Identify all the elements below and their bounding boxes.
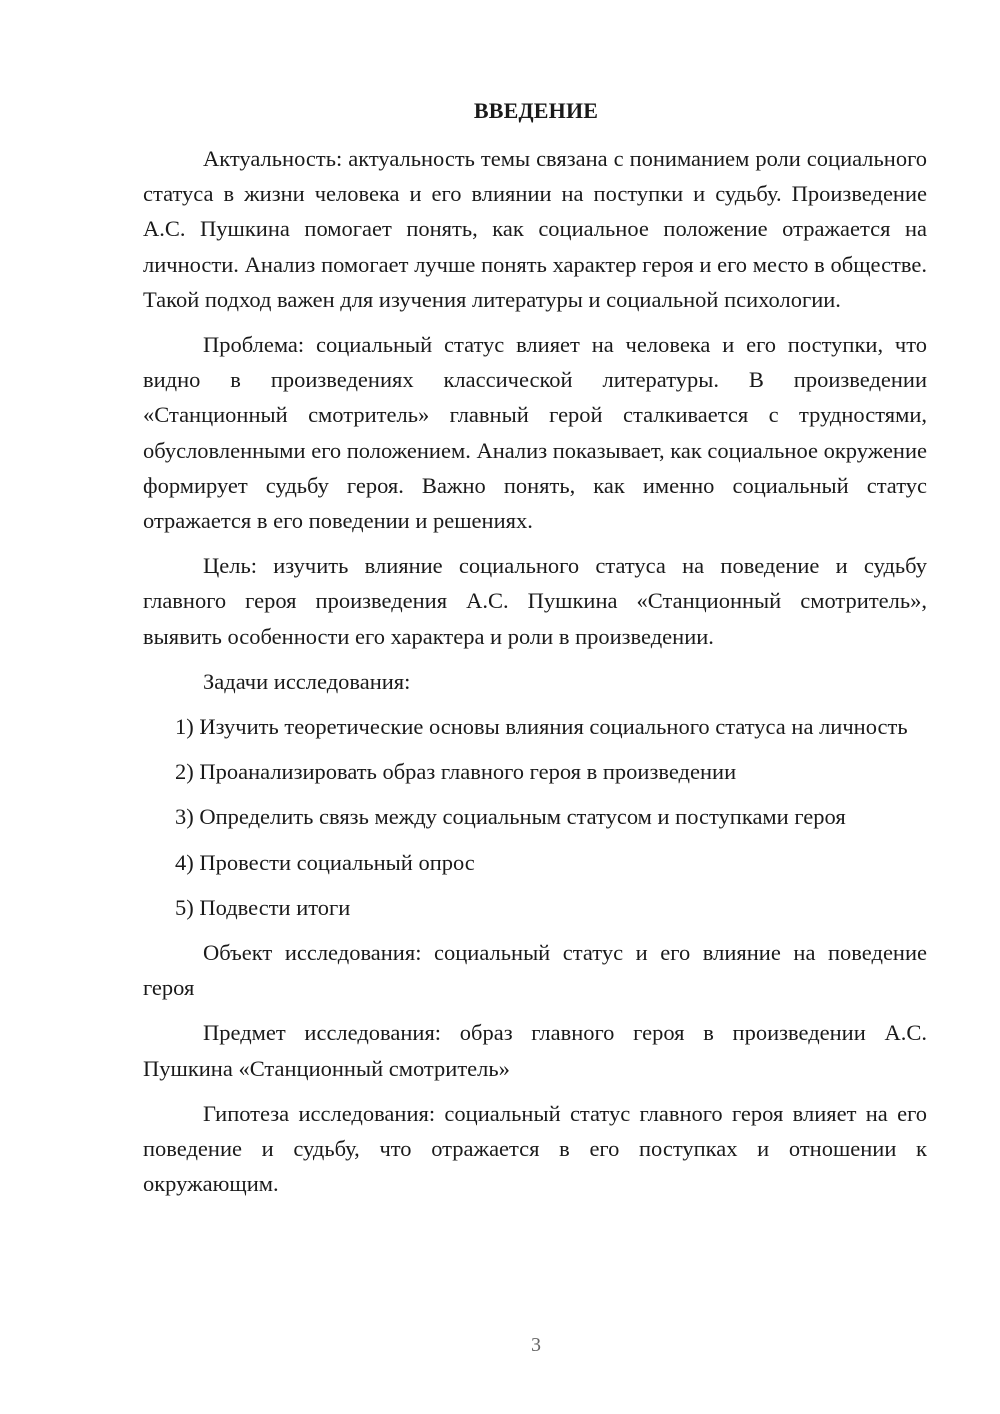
task-item: 1) Изучить теоретические основы влияния социального статуса на личность [175, 714, 908, 740]
document-body [143, 141, 927, 1211]
paragraph-goal: Цель: изучить влияние социального статуса на поведение и судьбу главного героя произведения А.С. Пушкина «Станционный смотритель», выявить особенности его характера и роли в произведении. [143, 553, 927, 649]
paragraph-tasks-heading: Задачи исследования: [203, 668, 411, 694]
paragraph-object: Объект исследования: социальный статус и его влияние на поведение героя [143, 940, 927, 1001]
paragraph-relevance: Актуальность: актуальность темы связана с пониманием роли социального статуса в жизни человека и его влиянии на поступки и судьбу. Произведение А.С. Пушкина помогает понять, как социальное положение отражается на личности. Анализ помогает лучше понять характер героя и его место в обществе. Такой подход важен для изучения литературы и социальной психологии. [143, 146, 927, 312]
page-number: 3 [531, 1334, 541, 1356]
task-item: 2) Проанализировать образ главного героя в произведении [175, 759, 737, 785]
paragraph-hypothesis: Гипотеза исследования: социальный статус главного героя влияет на его поведение и судьбу, что отражается в его поступках и отношении к окружающим. [143, 1100, 927, 1197]
page-title: ВВЕДЕНИЕ [473, 98, 599, 123]
paragraph-problem: Проблема: социальный статус влияет на человека и его поступки, что видно в произведениях классической литературы. В произведении «Станционный смотритель» главный герой сталкивается с трудностями, обусловленными его положением. Анализ показывает, как социальное окружение формирует судьбу героя. Важно понять, как именно социальный статус отражается в его поведении и решениях. [143, 332, 927, 534]
task-item: 4) Провести социальный опрос [175, 849, 475, 875]
task-item: 5) Подвести итоги [175, 894, 351, 920]
task-item: 3) Определить связь между социальным статусом и поступками героя [175, 804, 846, 830]
paragraph-subject: Предмет исследования: образ главного героя в произведении А.С. Пушкина «Станционный смотритель» [143, 1020, 927, 1081]
